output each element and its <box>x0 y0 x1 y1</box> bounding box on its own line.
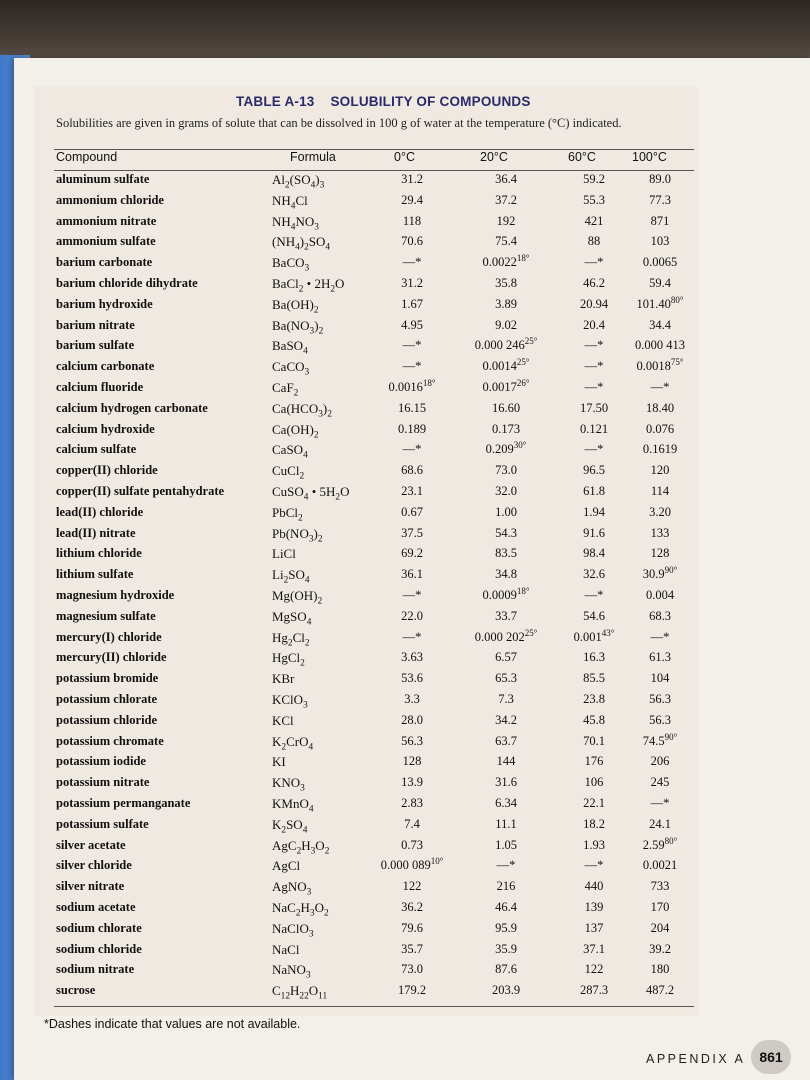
cell-c100: $101.40^{80^\circ}$ <box>636 294 684 311</box>
cell-name: barium carbonate <box>56 255 153 270</box>
cell-name: sodium chlorate <box>56 920 142 935</box>
cell-c0: —* <box>402 588 422 602</box>
cell-formula: $Al_2(SO_4)_3$ <box>272 172 325 191</box>
cell-formula: CuSO$_4$ • $5H_2O$ <box>272 484 350 503</box>
cell-formula: CaSO$_4$ <box>272 442 308 461</box>
cell-c60: —* <box>584 255 604 270</box>
cell-c100: 77.3 <box>649 192 671 207</box>
cell-c20: 37.2 <box>495 192 517 207</box>
cell-c0: 13.9 <box>401 775 423 790</box>
header-bottom-rule <box>54 170 694 171</box>
cell-c0: 36.1 <box>401 567 423 582</box>
cell-name: magnesium sulfate <box>56 608 156 623</box>
cell-c60: 91.6 <box>583 525 605 540</box>
cell-c100: 34.4 <box>649 317 671 332</box>
table-row <box>0 546 810 566</box>
table-row <box>0 526 810 546</box>
cell-c60: 85.5 <box>583 671 605 686</box>
cell-formula: NaCl <box>272 941 300 957</box>
cell-c60: 17.50 <box>579 400 609 415</box>
cell-c100: 61.3 <box>649 650 671 665</box>
cell-formula: MgSO$_4$ <box>272 608 312 628</box>
appendix-label: APPENDIX A <box>646 1052 746 1066</box>
cell-formula: BaCO$_3$ <box>272 255 310 274</box>
cell-c20: 203.9 <box>491 983 521 998</box>
cell-c60: 106 <box>584 775 604 790</box>
cell-c20: 36.4 <box>495 172 517 186</box>
table-row <box>0 585 810 608</box>
cell-c20: 216 <box>496 879 516 894</box>
cell-formula: $Hg_2Cl_2$ <box>272 629 310 649</box>
cell-c20: 9.02 <box>495 317 517 332</box>
cell-c0: 28.0 <box>401 712 423 727</box>
table-row <box>0 731 810 754</box>
cell-c60: 122 <box>584 962 604 977</box>
cell-c20: 6.34 <box>495 796 517 810</box>
cell-c0: 0.73 <box>401 837 423 852</box>
cell-c0: 179.2 <box>397 983 427 998</box>
header-60c: 60°C <box>568 150 596 164</box>
cell-c60: 32.6 <box>583 567 605 582</box>
cell-formula: $Ba(NO_3)_2$ <box>272 317 324 337</box>
cell-name: lead(II) nitrate <box>56 525 136 540</box>
cell-c60: —* <box>584 858 604 873</box>
cell-c60: 16.3 <box>583 650 605 665</box>
cell-c100: 206 <box>650 754 670 769</box>
cell-c0: —* <box>402 359 422 374</box>
cell-c60: 176 <box>584 754 604 769</box>
cell-c100: 56.3 <box>649 712 671 727</box>
cell-name: lead(II) chloride <box>56 504 144 519</box>
table-row <box>0 650 810 670</box>
cell-c60: 1.93 <box>583 837 605 852</box>
header-top-rule <box>54 149 694 150</box>
cell-c0: 3.3 <box>404 692 420 706</box>
header-100c: 100°C <box>632 150 667 164</box>
cell-c20: 32.0 <box>495 484 517 498</box>
cell-c20: 7.3 <box>498 692 514 706</box>
cell-c100: 0.076 <box>645 421 675 436</box>
table-row <box>0 567 810 587</box>
cell-name: silver chloride <box>56 858 132 873</box>
cell-formula: CuCl$_2$ <box>272 463 305 482</box>
cell-c0: 69.2 <box>401 546 423 561</box>
cell-c100: 89.0 <box>649 172 671 186</box>
cell-c100: $0.0018^{75^\circ}$ <box>636 357 684 374</box>
table-title <box>236 94 531 109</box>
table-row <box>0 983 810 1003</box>
cell-c100: 18.40 <box>645 400 675 415</box>
cell-c60: —* <box>584 380 604 394</box>
cell-c20: 54.3 <box>495 525 517 540</box>
cell-formula: KMnO$_4$ <box>272 796 314 815</box>
cell-c0: 22.0 <box>401 608 423 623</box>
cell-c20: 75.4 <box>495 234 517 249</box>
cell-c20: 16.60 <box>491 400 521 415</box>
cell-formula: HgCl$_2$ <box>272 650 305 669</box>
cell-name: potassium sulfate <box>56 816 149 831</box>
cell-c0: 36.2 <box>401 900 423 914</box>
cell-c0: 37.5 <box>401 525 423 540</box>
cell-c60: 59.2 <box>583 172 605 186</box>
cell-c100: 733 <box>650 879 670 894</box>
cell-c100: 120 <box>650 463 670 478</box>
cell-name: potassium nitrate <box>56 775 150 790</box>
cell-c100: 24.1 <box>649 816 671 831</box>
cell-c20: 35.8 <box>495 276 517 290</box>
cell-c60: —* <box>584 442 604 457</box>
cell-c100: 180 <box>650 962 670 977</box>
cell-c60: 70.1 <box>583 733 605 748</box>
table-row <box>0 942 810 962</box>
cell-c0: 0.189 <box>397 421 427 436</box>
cell-c60: —* <box>584 359 604 374</box>
cell-c60: 421 <box>584 213 604 228</box>
cell-name: sodium nitrate <box>56 962 135 977</box>
cell-c20: $0.0009^{18^\circ}$ <box>482 585 530 602</box>
table-row <box>0 193 810 213</box>
cell-c0: 4.95 <box>401 317 423 332</box>
cell-c60: 440 <box>584 879 604 894</box>
table-heading: SOLUBILITY OF COMPOUNDS <box>330 94 531 109</box>
cell-c0: 23.1 <box>401 484 423 498</box>
header-compound: Compound <box>56 150 118 164</box>
cell-c100: —* <box>650 796 670 810</box>
cell-name: copper(II) sulfate pentahydrate <box>56 484 225 498</box>
cell-name: sodium acetate <box>56 900 136 914</box>
table-row <box>0 276 810 296</box>
cell-c100: 39.2 <box>649 941 671 956</box>
cell-c0: 68.6 <box>401 463 423 478</box>
cell-c100: $30.9^{90^\circ}$ <box>642 565 678 582</box>
cell-formula: $KNO_3$ <box>272 775 305 794</box>
table-row <box>0 835 810 858</box>
cell-c100: 104 <box>650 671 670 686</box>
cell-name: silver acetate <box>56 837 126 852</box>
cell-c100: $74.5^{90^\circ}$ <box>642 731 678 748</box>
cell-c20: 65.3 <box>495 671 517 686</box>
cell-c60: 54.6 <box>583 608 605 623</box>
cell-name: potassium iodide <box>56 754 146 769</box>
cell-c60: 23.8 <box>583 692 605 706</box>
cell-c20: 192 <box>496 213 516 228</box>
cell-name: sodium chloride <box>56 941 142 956</box>
table-row <box>0 442 810 462</box>
table-row <box>0 879 810 899</box>
cell-name: barium nitrate <box>56 317 135 332</box>
cell-c20: 46.4 <box>495 900 517 914</box>
cell-c60: 0.121 <box>579 421 609 436</box>
cell-name: potassium chromate <box>56 733 164 748</box>
cell-formula: $Mg(OH)_2$ <box>272 588 323 607</box>
cell-formula: AgCl <box>272 858 301 874</box>
cell-name: calcium hydroxide <box>56 421 155 436</box>
cell-c60: —* <box>584 588 604 602</box>
cell-c0: —* <box>402 338 422 353</box>
cell-c60: 61.8 <box>583 484 605 498</box>
cell-formula: $NH_4Cl$ <box>272 192 308 212</box>
cell-name: copper(II) chloride <box>56 463 158 478</box>
cell-name: aluminum sulfate <box>56 172 150 186</box>
cell-c20: —* <box>496 858 516 873</box>
cell-c100: 0.004 <box>645 588 675 602</box>
cell-c60: 1.94 <box>583 504 605 519</box>
cell-formula: $C_{12}H_{22}O_{11}$ <box>272 983 328 1002</box>
cell-c20: 35.9 <box>495 941 517 956</box>
cell-formula: BaCl$_2$ • $2H_2O$ <box>272 276 345 295</box>
cell-c0: 56.3 <box>401 733 423 748</box>
table-row <box>0 255 810 275</box>
table-row <box>0 214 810 234</box>
table-row <box>0 627 810 650</box>
cell-c20: 1.00 <box>495 504 517 519</box>
cell-formula: LiCl <box>272 546 296 562</box>
table-row <box>0 172 810 192</box>
header-0c: 0°C <box>394 150 415 164</box>
cell-formula: $(NH_4)_2SO_4$ <box>272 234 331 253</box>
cell-name: lithium sulfate <box>56 567 134 582</box>
cell-c0: 73.0 <box>401 962 423 977</box>
cell-name: magnesium hydroxide <box>56 588 175 602</box>
cell-c20: 33.7 <box>495 608 517 623</box>
table-row <box>0 294 810 317</box>
cell-name: lithium chloride <box>56 546 142 561</box>
cell-c100: 170 <box>650 900 670 914</box>
table-row <box>0 505 810 525</box>
cell-c0: 122 <box>402 879 422 894</box>
cell-c100: 3.20 <box>649 504 671 519</box>
cell-c0: 31.2 <box>401 172 423 186</box>
cell-c0: 53.6 <box>401 671 423 686</box>
table-row <box>0 921 810 941</box>
cell-c0: 128 <box>402 754 422 769</box>
cell-formula: KI <box>272 754 286 770</box>
cell-formula: $Ca(OH)_2$ <box>272 421 319 441</box>
cell-formula: AgNO$_3$ <box>272 879 312 898</box>
cell-c100: $2.59^{80^\circ}$ <box>642 835 678 852</box>
table-footnote: *Dashes indicate that values are not available. <box>44 1017 301 1031</box>
cell-c60: 96.5 <box>583 463 605 478</box>
table-row <box>0 754 810 774</box>
table-row <box>0 484 810 504</box>
table-row <box>0 609 810 629</box>
cell-c100: 103 <box>650 234 670 249</box>
cell-c100: 128 <box>650 546 670 561</box>
table-row <box>0 463 810 483</box>
cell-c20: $0.209^{30^\circ}$ <box>485 440 527 457</box>
cell-c20: 3.89 <box>495 296 517 311</box>
cell-name: silver nitrate <box>56 879 125 894</box>
cell-formula: KBr <box>272 671 295 687</box>
cell-c0: 70.6 <box>401 234 423 249</box>
cell-c20: 63.7 <box>495 733 517 748</box>
cell-c60: 37.1 <box>583 941 605 956</box>
cell-c100: 487.2 <box>645 983 675 998</box>
cell-c60: 45.8 <box>583 712 605 727</box>
cell-name: mercury(I) chloride <box>56 629 162 644</box>
cell-name: potassium chlorate <box>56 692 158 706</box>
table-row <box>0 359 810 379</box>
cell-c60: 55.3 <box>583 192 605 207</box>
cell-c0: 3.63 <box>401 650 423 665</box>
cell-c60: 287.3 <box>579 983 609 998</box>
cell-c60: 98.4 <box>583 546 605 561</box>
table-row <box>0 713 810 733</box>
cell-formula: $K_2SO_4$ <box>272 816 308 836</box>
cell-c20: 83.5 <box>495 546 517 561</box>
table-number: TABLE A-13 <box>236 94 315 109</box>
table-row <box>0 377 810 400</box>
table-intro: Solubilities are given in grams of solute that can be dissolved in 100 g of water at the temperature (°C) indicated. <box>56 116 622 130</box>
table-row <box>0 817 810 837</box>
cell-formula: $NaC_2H_3O_2$ <box>272 900 329 919</box>
table-row <box>0 401 810 421</box>
table-row <box>0 338 810 358</box>
cell-name: barium chloride dihydrate <box>56 276 198 290</box>
cell-c0: 79.6 <box>401 920 423 935</box>
table-row <box>0 962 810 982</box>
cell-c0: —* <box>402 442 422 457</box>
cell-name: calcium sulfate <box>56 442 137 457</box>
page-number-badge: 861 <box>751 1040 791 1074</box>
cell-c60: 88 <box>587 234 601 249</box>
cell-c20: 0.173 <box>491 421 521 436</box>
cell-c100: 0.0021 <box>642 858 678 873</box>
cell-c20: 0.000 $246^{25^\circ}$ <box>474 336 538 353</box>
cell-c0: —* <box>402 255 422 270</box>
cell-c0: 0.67 <box>401 504 423 519</box>
cell-c60: $0.001^{43^\circ}$ <box>573 627 615 644</box>
cell-c0: 35.7 <box>401 941 423 956</box>
cell-c0: 2.83 <box>401 796 423 810</box>
cell-name: ammonium sulfate <box>56 234 156 249</box>
cell-c100: 59.4 <box>649 276 671 290</box>
cell-c20: $0.0017^{26^\circ}$ <box>482 377 530 394</box>
cell-c0: 118 <box>402 213 422 228</box>
cell-c100: —* <box>650 629 670 644</box>
cell-c0: 0.000 $089^{10^\circ}$ <box>380 856 444 873</box>
cell-c20: 0.000 $202^{25^\circ}$ <box>474 627 538 644</box>
cell-c100: 133 <box>650 525 670 540</box>
cell-c100: 56.3 <box>649 692 671 706</box>
cell-c20: 73.0 <box>495 463 517 478</box>
cell-formula: BaSO$_4$ <box>272 338 308 357</box>
cell-name: calcium hydrogen carbonate <box>56 400 208 415</box>
cell-c100: 0.0065 <box>642 255 678 270</box>
table-row <box>0 422 810 442</box>
cell-formula: $K_2CrO_4$ <box>272 733 314 753</box>
cell-c100: 0.000 413 <box>635 338 685 353</box>
cell-c60: 46.2 <box>583 276 605 290</box>
table-row <box>0 796 810 816</box>
cell-c0: 31.2 <box>401 276 423 290</box>
cell-c20: 87.6 <box>495 962 517 977</box>
header-20c: 20°C <box>480 150 508 164</box>
cell-c100: 871 <box>650 213 670 228</box>
cell-name: ammonium chloride <box>56 192 164 207</box>
cell-c60: 20.94 <box>579 296 609 311</box>
cell-c20: $0.0022^{18^\circ}$ <box>482 253 530 270</box>
cell-c20: 34.8 <box>495 567 517 582</box>
cell-c100: 114 <box>650 484 670 498</box>
cell-name: calcium carbonate <box>56 359 155 374</box>
table-row <box>0 318 810 338</box>
header-formula: Formula <box>290 150 336 164</box>
cell-c100: 0.1619 <box>642 442 678 457</box>
cell-c60: 20.4 <box>583 317 605 332</box>
cell-name: calcium fluoride <box>56 380 144 394</box>
table-row <box>0 671 810 691</box>
cell-c20: 95.9 <box>495 920 517 935</box>
cell-formula: $Pb(NO_3)_2$ <box>272 525 323 545</box>
cell-c0: 29.4 <box>401 192 423 207</box>
cell-c100: 204 <box>650 920 670 935</box>
table-bottom-rule <box>54 1006 694 1007</box>
cell-c20: 31.6 <box>495 775 517 790</box>
cell-name: barium sulfate <box>56 338 135 353</box>
cell-c100: 245 <box>650 775 670 790</box>
cell-formula: $NH_4NO_3$ <box>272 213 319 233</box>
cell-name: ammonium nitrate <box>56 213 157 228</box>
cell-c60: 22.1 <box>583 796 605 810</box>
cell-formula: KCl <box>272 712 294 728</box>
table-row <box>0 692 810 712</box>
cell-c60: 139 <box>584 900 604 914</box>
cell-c0: —* <box>402 629 422 644</box>
cell-name: potassium permanganate <box>56 796 191 810</box>
cell-c20: 11.1 <box>495 816 517 831</box>
cell-formula: $AgC_2H_3O_2$ <box>272 837 330 857</box>
cell-formula: CaF$_2$ <box>272 380 299 399</box>
cell-formula: CaCO$_3$ <box>272 359 310 378</box>
table-row <box>0 858 810 878</box>
cell-c20: 34.2 <box>495 712 517 727</box>
cell-c20: 1.05 <box>495 837 517 852</box>
cell-formula: PbCl$_2$ <box>272 504 303 524</box>
cell-c20: 144 <box>496 754 516 769</box>
cell-c0: 7.4 <box>404 816 420 831</box>
cell-c0: 1.67 <box>401 296 423 311</box>
table-row <box>0 234 810 254</box>
cell-formula: $Ca(HCO_3)_2$ <box>272 400 332 420</box>
cell-c60: 18.2 <box>583 816 605 831</box>
cell-c0: $0.0016^{18^\circ}$ <box>388 377 436 394</box>
cell-c20: 6.57 <box>495 650 517 665</box>
cell-formula: NaClO$_3$ <box>272 920 314 940</box>
cell-name: potassium bromide <box>56 671 159 686</box>
cell-name: sucrose <box>56 983 96 998</box>
cell-name: potassium chloride <box>56 712 158 727</box>
cell-c60: 137 <box>584 920 604 935</box>
cell-c100: 68.3 <box>649 608 671 623</box>
cell-c20: $0.0014^{25^\circ}$ <box>482 357 530 374</box>
cell-c0: 16.15 <box>397 400 427 415</box>
cell-formula: $Ba(OH)_2$ <box>272 296 319 316</box>
cell-name: mercury(II) chloride <box>56 650 167 665</box>
cell-c100: —* <box>650 380 670 394</box>
cell-formula: KClO$_3$ <box>272 692 308 711</box>
table-row <box>0 775 810 795</box>
table-row <box>0 900 810 920</box>
cell-name: barium hydroxide <box>56 296 153 311</box>
cell-formula: $Li_2SO_4$ <box>272 567 310 586</box>
cell-formula: NaNO$_3$ <box>272 962 311 981</box>
cell-c60: —* <box>584 338 604 353</box>
